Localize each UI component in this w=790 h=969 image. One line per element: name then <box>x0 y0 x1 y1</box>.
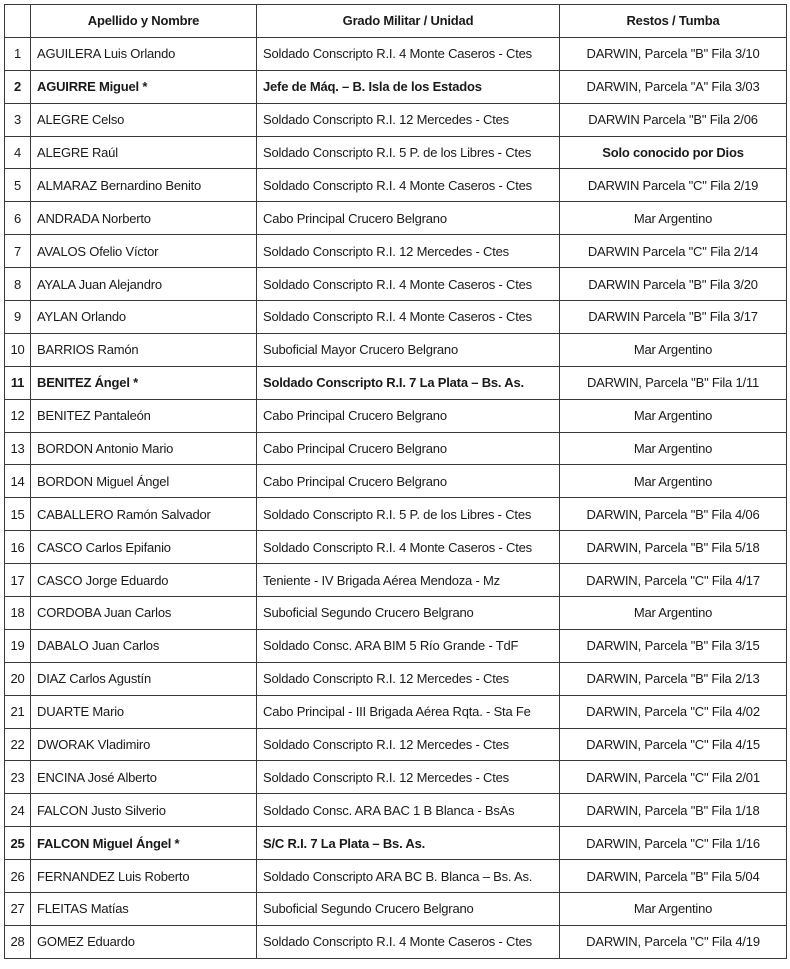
remains-grave: Mar Argentino <box>560 202 787 235</box>
remains-grave: DARWIN, Parcela "B" Fila 4/06 <box>560 498 787 531</box>
soldier-name: BORDON Miguel Ángel <box>31 465 257 498</box>
remains-grave: Mar Argentino <box>560 399 787 432</box>
soldier-name: DABALO Juan Carlos <box>31 629 257 662</box>
soldier-name: GOMEZ Eduardo <box>31 925 257 958</box>
soldier-name: AYALA Juan Alejandro <box>31 268 257 301</box>
rank-unit: Soldado Conscripto R.I. 7 La Plata – Bs. As. <box>257 366 560 399</box>
rank-unit: Soldado Conscripto R.I. 4 Monte Caseros - Ctes <box>257 268 560 301</box>
soldier-name: FLEITAS Matías <box>31 893 257 926</box>
table-row <box>5 268 787 301</box>
table-row <box>5 136 787 169</box>
remains-grave: DARWIN, Parcela "B" Fila 3/15 <box>560 629 787 662</box>
table-row <box>5 301 787 334</box>
row-number: 13 <box>5 432 31 465</box>
soldier-name: ALEGRE Raúl <box>31 136 257 169</box>
rank-unit: Soldado Conscripto R.I. 5 P. de los Libres - Ctes <box>257 136 560 169</box>
soldier-name: BARRIOS Ramón <box>31 333 257 366</box>
remains-grave: Mar Argentino <box>560 432 787 465</box>
header-rank-unit: Grado Militar / Unidad <box>257 5 560 38</box>
soldier-name: FALCON Justo Silverio <box>31 794 257 827</box>
soldier-name: ENCINA José Alberto <box>31 761 257 794</box>
rank-unit: Soldado Conscripto ARA BC B. Blanca – Bs. As. <box>257 860 560 893</box>
row-number: 18 <box>5 597 31 630</box>
remains-grave: DARWIN Parcela "B" Fila 3/20 <box>560 268 787 301</box>
soldier-name: ANDRADA Norberto <box>31 202 257 235</box>
rank-unit: Soldado Conscripto R.I. 12 Mercedes - Ctes <box>257 662 560 695</box>
soldier-name: BORDON Antonio Mario <box>31 432 257 465</box>
remains-grave: DARWIN, Parcela "B" Fila 1/11 <box>560 366 787 399</box>
soldier-name: AGUIRRE Miguel * <box>31 70 257 103</box>
table-row <box>5 860 787 893</box>
remains-grave: Mar Argentino <box>560 333 787 366</box>
table-row <box>5 925 787 958</box>
row-number: 20 <box>5 662 31 695</box>
header-number <box>5 5 31 38</box>
rank-unit: S/C R.I. 7 La Plata – Bs. As. <box>257 827 560 860</box>
table-row <box>5 794 787 827</box>
rank-unit: Cabo Principal Crucero Belgrano <box>257 432 560 465</box>
remains-grave: DARWIN Parcela "B" Fila 3/17 <box>560 301 787 334</box>
soldier-name: AYLAN Orlando <box>31 301 257 334</box>
remains-grave: DARWIN, Parcela "B" Fila 1/18 <box>560 794 787 827</box>
row-number: 1 <box>5 37 31 70</box>
rank-unit: Soldado Consc. ARA BAC 1 B Blanca - BsAs <box>257 794 560 827</box>
table-row <box>5 761 787 794</box>
soldier-name: DIAZ Carlos Agustín <box>31 662 257 695</box>
table-row <box>5 235 787 268</box>
remains-grave: DARWIN, Parcela "B" Fila 5/04 <box>560 860 787 893</box>
table-row <box>5 37 787 70</box>
remains-grave: DARWIN, Parcela "A" Fila 3/03 <box>560 70 787 103</box>
row-number: 7 <box>5 235 31 268</box>
table-row <box>5 333 787 366</box>
row-number: 16 <box>5 531 31 564</box>
table-row <box>5 498 787 531</box>
soldier-name: CASCO Jorge Eduardo <box>31 564 257 597</box>
soldier-name: ALEGRE Celso <box>31 103 257 136</box>
table-row <box>5 169 787 202</box>
remains-grave: DARWIN Parcela "C" Fila 2/14 <box>560 235 787 268</box>
rank-unit: Soldado Conscripto R.I. 4 Monte Caseros - Ctes <box>257 37 560 70</box>
soldier-name: CORDOBA Juan Carlos <box>31 597 257 630</box>
rank-unit: Soldado Conscripto R.I. 4 Monte Caseros - Ctes <box>257 531 560 564</box>
header-name: Apellido y Nombre <box>31 5 257 38</box>
row-number: 24 <box>5 794 31 827</box>
soldier-name: DUARTE Mario <box>31 695 257 728</box>
table-row <box>5 728 787 761</box>
soldier-name: BENITEZ Ángel * <box>31 366 257 399</box>
remains-grave: Mar Argentino <box>560 597 787 630</box>
table-row <box>5 597 787 630</box>
remains-grave: DARWIN, Parcela "C" Fila 2/01 <box>560 761 787 794</box>
remains-grave: DARWIN, Parcela "C" Fila 4/19 <box>560 925 787 958</box>
rank-unit: Suboficial Segundo Crucero Belgrano <box>257 597 560 630</box>
remains-grave: DARWIN, Parcela "B" Fila 5/18 <box>560 531 787 564</box>
remains-grave: Mar Argentino <box>560 893 787 926</box>
row-number: 4 <box>5 136 31 169</box>
rank-unit: Soldado Consc. ARA BIM 5 Río Grande - TdF <box>257 629 560 662</box>
row-number: 12 <box>5 399 31 432</box>
table-body <box>5 37 787 958</box>
row-number: 2 <box>5 70 31 103</box>
header-remains-grave: Restos / Tumba <box>560 5 787 38</box>
table-row <box>5 629 787 662</box>
soldier-name: AGUILERA Luis Orlando <box>31 37 257 70</box>
row-number: 22 <box>5 728 31 761</box>
table-row <box>5 465 787 498</box>
rank-unit: Suboficial Mayor Crucero Belgrano <box>257 333 560 366</box>
row-number: 28 <box>5 925 31 958</box>
table-row <box>5 893 787 926</box>
row-number: 5 <box>5 169 31 202</box>
soldier-name: FALCON Miguel Ángel * <box>31 827 257 860</box>
table-row <box>5 399 787 432</box>
soldier-name: AVALOS Ofelio Víctor <box>31 235 257 268</box>
remains-grave: DARWIN Parcela "C" Fila 2/19 <box>560 169 787 202</box>
remains-grave: Solo conocido por Dios <box>560 136 787 169</box>
remains-grave: DARWIN, Parcela "C" Fila 4/17 <box>560 564 787 597</box>
remains-grave: DARWIN, Parcela "B" Fila 2/13 <box>560 662 787 695</box>
soldier-name: FERNANDEZ Luis Roberto <box>31 860 257 893</box>
rank-unit: Jefe de Máq. – B. Isla de los Estados <box>257 70 560 103</box>
table-row <box>5 432 787 465</box>
rank-unit: Suboficial Segundo Crucero Belgrano <box>257 893 560 926</box>
rank-unit: Soldado Conscripto R.I. 12 Mercedes - Ctes <box>257 761 560 794</box>
soldier-name: BENITEZ Pantaleón <box>31 399 257 432</box>
remains-grave: DARWIN, Parcela "C" Fila 4/15 <box>560 728 787 761</box>
rank-unit: Soldado Conscripto R.I. 12 Mercedes - Ctes <box>257 235 560 268</box>
row-number: 21 <box>5 695 31 728</box>
row-number: 15 <box>5 498 31 531</box>
row-number: 10 <box>5 333 31 366</box>
table-header-row <box>5 5 787 38</box>
row-number: 6 <box>5 202 31 235</box>
soldier-name: CASCO Carlos Epifanio <box>31 531 257 564</box>
table-row <box>5 70 787 103</box>
rank-unit: Teniente - IV Brigada Aérea Mendoza - Mz <box>257 564 560 597</box>
soldier-name: ALMARAZ Bernardino Benito <box>31 169 257 202</box>
row-number: 8 <box>5 268 31 301</box>
remains-grave: Mar Argentino <box>560 465 787 498</box>
table-row <box>5 202 787 235</box>
table-row <box>5 662 787 695</box>
row-number: 27 <box>5 893 31 926</box>
row-number: 25 <box>5 827 31 860</box>
table-row <box>5 564 787 597</box>
remains-grave: DARWIN Parcela "B" Fila 2/06 <box>560 103 787 136</box>
table-row <box>5 531 787 564</box>
row-number: 3 <box>5 103 31 136</box>
rank-unit: Soldado Conscripto R.I. 4 Monte Caseros - Ctes <box>257 925 560 958</box>
table-row <box>5 827 787 860</box>
table-row <box>5 366 787 399</box>
rank-unit: Cabo Principal Crucero Belgrano <box>257 202 560 235</box>
row-number: 14 <box>5 465 31 498</box>
rank-unit: Cabo Principal - III Brigada Aérea Rqta. - Sta Fe <box>257 695 560 728</box>
soldier-name: DWORAK Vladimiro <box>31 728 257 761</box>
rank-unit: Soldado Conscripto R.I. 12 Mercedes - Ctes <box>257 103 560 136</box>
row-number: 23 <box>5 761 31 794</box>
row-number: 19 <box>5 629 31 662</box>
remains-grave: DARWIN, Parcela "B" Fila 3/10 <box>560 37 787 70</box>
row-number: 17 <box>5 564 31 597</box>
fallen-soldiers-table <box>4 4 787 959</box>
rank-unit: Soldado Conscripto R.I. 12 Mercedes - Ctes <box>257 728 560 761</box>
table-row <box>5 103 787 136</box>
rank-unit: Soldado Conscripto R.I. 4 Monte Caseros - Ctes <box>257 169 560 202</box>
soldier-name: CABALLERO Ramón Salvador <box>31 498 257 531</box>
remains-grave: DARWIN, Parcela "C" Fila 4/02 <box>560 695 787 728</box>
remains-grave: DARWIN, Parcela "C" Fila 1/16 <box>560 827 787 860</box>
table-row <box>5 695 787 728</box>
rank-unit: Cabo Principal Crucero Belgrano <box>257 465 560 498</box>
row-number: 26 <box>5 860 31 893</box>
rank-unit: Soldado Conscripto R.I. 5 P. de los Libres - Ctes <box>257 498 560 531</box>
rank-unit: Soldado Conscripto R.I. 4 Monte Caseros - Ctes <box>257 301 560 334</box>
row-number: 11 <box>5 366 31 399</box>
rank-unit: Cabo Principal Crucero Belgrano <box>257 399 560 432</box>
row-number: 9 <box>5 301 31 334</box>
